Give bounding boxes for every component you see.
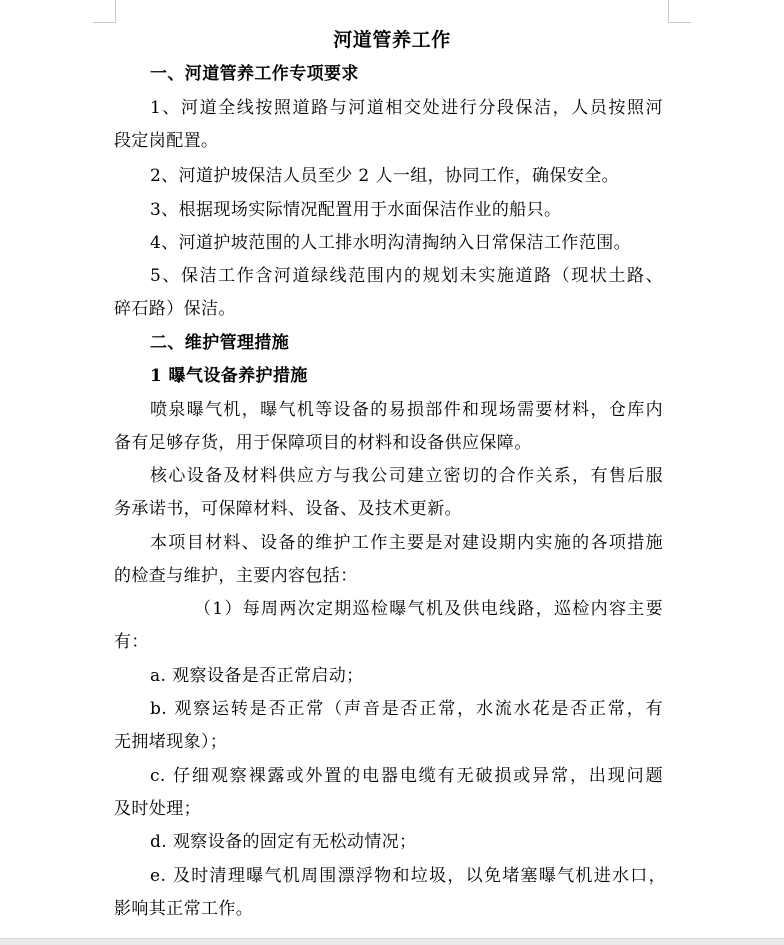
list-item-continuation: 及时处理；	[114, 799, 201, 819]
section-heading-1: 一、河道管养工作专项要求	[150, 64, 359, 84]
subsection-heading: 1 曝气设备养护措施	[150, 366, 308, 386]
list-item-continuation: 无拥堵现象）；	[114, 732, 228, 752]
paragraph-line: 备有足够存货，用于保障项目的材料和设备供应保障。	[114, 433, 532, 453]
document-title: 河道管养工作	[333, 29, 451, 51]
paragraph-line: 4、河道护坡范围的人工排水明沟清掏纳入日常保洁工作范围。	[150, 233, 632, 253]
paragraph-line: 2、河道护坡保洁人员至少 2 人一组，协同工作，确保安全。	[150, 166, 620, 186]
paragraph-line: 喷泉曝气机，曝气机等设备的易损部件和现场需要材料，仓库内	[150, 400, 663, 420]
list-item: a. 观察设备是否正常启动；	[150, 666, 364, 686]
paragraph-line: 3、根据现场实际情况配置用于水面保洁作业的船只。	[150, 200, 562, 220]
paragraph-line: 1、河道全线按照道路与河道相交处进行分段保洁，人员按照河	[150, 98, 663, 118]
paragraph-line: （1）每周两次定期巡检曝气机及供电线路，巡检内容主要	[194, 599, 663, 619]
paragraph-line: 段定岗配置。	[114, 131, 219, 151]
list-item-continuation: 影响其正常工作。	[114, 899, 254, 919]
list-item: e. 及时清理曝气机周围漂浮物和垃圾，以免堵塞曝气机进水口，	[150, 866, 666, 886]
page-corner-mark-top-right	[668, 0, 691, 23]
paragraph-line: 5、保洁工作含河道绿线范围内的规划未实施道路（现状土路、	[150, 266, 663, 286]
paragraph-line: 的检查与维护，主要内容包括：	[114, 566, 358, 586]
paragraph-line: 核心设备及材料供应方与我公司建立密切的合作关系，有售后服	[150, 466, 663, 486]
paragraph-line: 本项目材料、设备的维护工作主要是对建设期内实施的各项措施	[150, 533, 663, 553]
page-corner-mark-top-left	[93, 0, 116, 23]
paragraph-line: 有：	[114, 632, 149, 652]
list-item: b. 观察运转是否正常（声音是否正常，水流水花是否正常，有	[150, 699, 663, 719]
section-heading-2: 二、维护管理措施	[150, 333, 290, 353]
paragraph-line: 碎石路）保洁。	[114, 299, 236, 319]
list-item: d. 观察设备的固定有无松动情况；	[150, 832, 417, 852]
paragraph-line: 务承诺书，可保障材料、设备、及技术更新。	[114, 499, 462, 519]
list-item: c. 仔细观察裸露或外置的电器电缆有无破损或异常，出现问题	[150, 766, 663, 786]
